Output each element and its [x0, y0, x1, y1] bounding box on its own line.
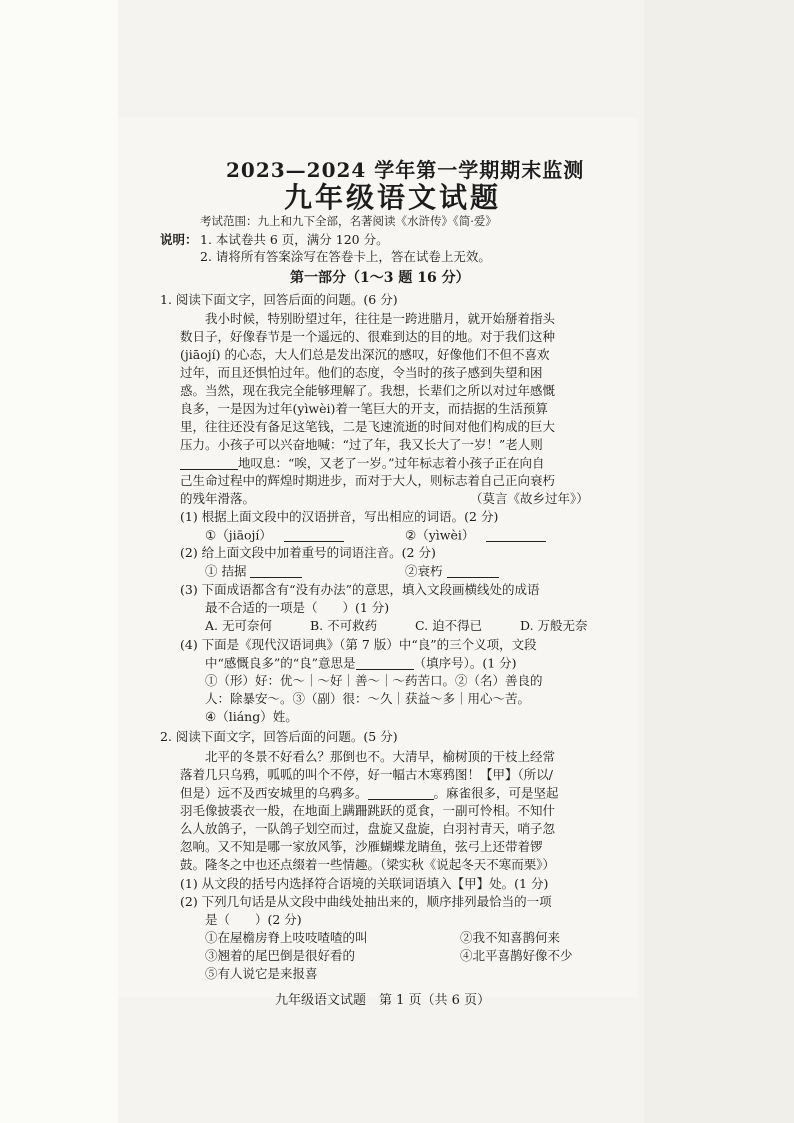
option: C. 迫不得已 [415, 618, 483, 633]
scan-margin-right [644, 0, 794, 1123]
q1-sub4: 中“感慨良多”的“良”意思是 （填序号）。(1 分) [205, 655, 517, 671]
exam-title: 九年级语文试题 [284, 181, 502, 214]
page-footer: 九年级语文试题 第 1 页（共 6 页） [275, 993, 491, 1008]
q1-passage-line: 数日子，好像春节是一个遥远的、很难到达的目的地。对于我们这种 [180, 329, 556, 344]
sentence-item: ③翘着的尾巴倒是很好看的 [205, 948, 356, 963]
q1-sub4-definition: 人：除暴安～。③（副）很：～久｜获益～多｜用心～苦。 [205, 691, 531, 706]
q2-passage-line: 落着几只乌鸦，呱呱的叫个不停，好一幅古木寒鸦图！【甲】（所以/ [180, 767, 553, 782]
q1-passage-blank-line: 地叹息：“唉，又老了一岁。”过年标志着小孩子正在向自 [180, 457, 545, 470]
q2-passage-line: 但是）远不及西安城里的乌鸦多。 。麻雀很多，可是坚起 [180, 785, 559, 801]
q1-passage-line: 里，往往还没有备足这笔钱，二是飞速流逝的时间对他们构成的巨大 [180, 419, 556, 434]
note-1: 1. 本试卷共 6 页，满分 120 分。 [200, 232, 389, 247]
q1-passage-line: 过年，而且还惧怕过年。他们的态度，令当时的孩子感到失望和困 [180, 365, 543, 380]
q2-passage-line: 羽毛像披裘衣一般，在地面上蹒跚跳跃的觅食，一副可怜相。不知什 [180, 803, 556, 818]
q2-passage-line: 北平的冬景不好看么？那倒也不。大清早，榆树顶的干枝上经常 [205, 749, 556, 764]
q1-sub2-item: ① 拮据 [205, 565, 302, 578]
q1-sub2-item: ②衰朽 [405, 565, 499, 578]
note-label: 说明： [160, 232, 198, 247]
q1-sub1-item: ①（jiāojí） [205, 529, 344, 542]
section-title: 第一部分（1～3 题 16 分） [290, 270, 470, 286]
q1-passage-line: 压力。小孩子可以兴奋地喊：“过了年，我又长大了一岁！”老人则 [180, 437, 543, 452]
answer-blank[interactable] [180, 457, 238, 470]
exam-scope: 考试范围：九上和九下全部，名著阅读《水浒传》《简·爱》 [200, 214, 497, 228]
q1-sub1: (1) 根据上面文段中的汉语拼音，写出相应的词语。(2 分) [180, 509, 499, 524]
q1-sub4-definition: ①（形）好：优～｜～好｜善～｜～药苦口。②（名）善良的 [205, 673, 543, 688]
q2-sub2: (2) 下列几句话是从文段中曲线处抽出来的，顺序排列最恰当的一项 [180, 894, 552, 909]
q1-sub1-item: ②（yìwèi） [405, 529, 546, 542]
option: B. 不可救药 [310, 618, 378, 633]
scan-margin-left [0, 0, 118, 1123]
option: A. 无可奈何 [205, 618, 272, 633]
answer-blank[interactable] [284, 529, 344, 542]
answer-blank[interactable] [486, 529, 546, 542]
sentence-item: ⑤有人说它是来报喜 [205, 966, 318, 981]
sentence-item: ②我不知喜鹊何来 [460, 930, 561, 945]
q2-passage-line: 忽响。又不知是哪一家放风筝，沙雁蝴蝶龙睛鱼，弦弓上还带着锣 [180, 839, 543, 854]
q2-stem: 2. 阅读下面文字，回答后面的问题。(5 分) [160, 729, 398, 744]
note-2: 2. 请将所有答案涂写在答卷卡上，答在试卷上无效。 [200, 249, 491, 264]
q2-passage-line: 么人放鸽子，一队鸽子划空而过，盘旋又盘旋，白羽衬青天，哨子忽 [180, 821, 556, 836]
answer-blank[interactable] [356, 657, 414, 670]
q2-sub2: 是（ ）(2 分) [205, 912, 302, 927]
q1-source: （莫言《故乡过年》） [470, 491, 589, 506]
q1-passage-line: 的残年滑落。 [180, 491, 256, 506]
q1-sub2: (2) 给上面文段中加着重号的词语注音。(2 分) [180, 545, 436, 560]
q1-passage-line: 良多，一是因为过年(yìwèi)着一笔巨大的开支，而拮据的生活预算 [180, 401, 548, 416]
q2-passage-line: 鼓。隆冬之中也还点缀着一些情趣。（梁实秋《说起冬天不寒而栗》） [180, 857, 556, 872]
option: D. 万般无奈 [520, 618, 588, 633]
q2-sub1: (1) 从文段的括号内选择符合语境的关联词语填入【甲】处。(1 分) [180, 876, 549, 891]
sentence-item: ④北平喜鹊好像不少 [460, 948, 573, 963]
q1-sub4-definition: ④（liáng）姓。 [205, 709, 298, 724]
q1-passage-line: 惑。当然，现在我完全能够理解了。我想，长辈们之所以对过年感慨 [180, 383, 556, 398]
q1-passage-line: 己生命过程中的辉煌时期进步，而对于大人，则标志着自己正向衰朽 [180, 473, 556, 488]
answer-blank[interactable] [368, 787, 434, 800]
answer-blank[interactable] [250, 565, 302, 578]
q1-passage-line: 我小时候，特别盼望过年，往往是一跨进腊月，就开始掰着指头 [205, 311, 556, 326]
q1-passage-line: (jiāojí) 的心态，大人们总是发出深沉的感叹，好像他们不但不喜欢 [180, 347, 550, 362]
q1-stem: 1. 阅读下面文字，回答后面的问题。(6 分) [160, 292, 398, 307]
q1-sub3: 最不合适的一项是（ ）(1 分) [205, 600, 390, 615]
answer-blank[interactable] [447, 565, 499, 578]
sentence-item: ①在屋檐房脊上吱吱喳喳的叫 [205, 930, 368, 945]
q1-sub3: (3) 下面成语都含有“没有办法”的意思，填入文段画横线处的成语 [180, 582, 540, 597]
exam-title-line1: 2023—2024 学年第一学期期末监测 [226, 158, 585, 182]
q1-sub4: (4) 下面是《现代汉语词典》（第 7 版）中“良”的三个义项，文段 [180, 637, 537, 652]
